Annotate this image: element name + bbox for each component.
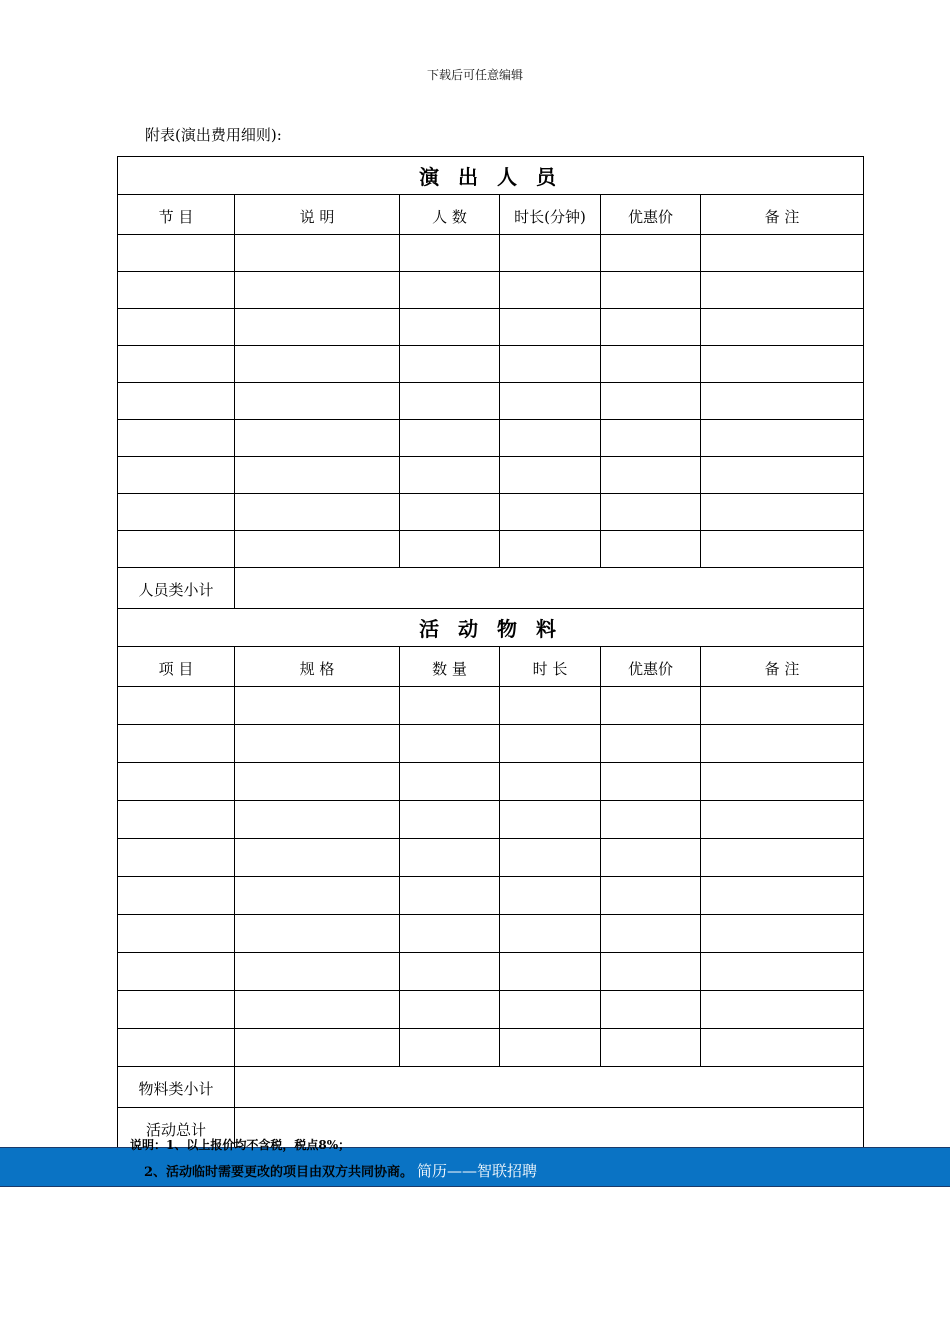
materials-column-header: 数 量 [400, 647, 500, 687]
materials-blank-cell[interactable] [500, 915, 601, 953]
performers-blank-cell[interactable] [235, 494, 400, 531]
performers-blank-cell[interactable] [235, 457, 400, 494]
materials-blank-cell[interactable] [118, 877, 235, 915]
materials-blank-cell[interactable] [601, 877, 701, 915]
performers-blank-cell[interactable] [118, 420, 235, 457]
performers-blank-cell[interactable] [500, 346, 601, 383]
materials-blank-cell[interactable] [118, 725, 235, 763]
materials-subtotal-label: 物料类小计 [118, 1067, 235, 1108]
materials-blank-cell[interactable] [601, 991, 701, 1029]
performers-blank-cell[interactable] [400, 272, 500, 309]
materials-blank-cell[interactable] [118, 839, 235, 877]
materials-blank-cell[interactable] [500, 801, 601, 839]
performers-column-header: 人 数 [400, 195, 500, 235]
performers-blank-cell[interactable] [118, 531, 235, 568]
performers-blank-cell[interactable] [400, 420, 500, 457]
brand-text: 简历——智联招聘 [417, 1162, 538, 1180]
performers-blank-cell[interactable] [701, 309, 864, 346]
materials-blank-cell[interactable] [601, 801, 701, 839]
performers-blank-cell[interactable] [400, 383, 500, 420]
performers-blank-cell[interactable] [235, 309, 400, 346]
materials-blank-cell[interactable] [235, 991, 400, 1029]
table-row [118, 272, 864, 309]
table-row [118, 953, 864, 991]
table-row [118, 877, 864, 915]
materials-blank-cell[interactable] [400, 763, 500, 801]
performers-blank-cell[interactable] [701, 420, 864, 457]
performers-blank-cell[interactable] [235, 346, 400, 383]
materials-blank-cell[interactable] [701, 953, 864, 991]
materials-blank-cell[interactable] [400, 687, 500, 725]
header-note: 下载后可任意编辑 [426, 68, 523, 82]
table-row [118, 687, 864, 725]
materials-blank-cell[interactable] [235, 839, 400, 877]
performers-blank-cell[interactable] [601, 272, 701, 309]
performers-blank-cell[interactable] [400, 494, 500, 531]
materials-blank-cell[interactable] [400, 877, 500, 915]
table-row [118, 309, 864, 346]
materials-blank-cell[interactable] [500, 687, 601, 725]
performers-blank-cell[interactable] [500, 272, 601, 309]
performers-blank-cell[interactable] [118, 309, 235, 346]
materials-blank-cell[interactable] [118, 915, 235, 953]
materials-blank-cell[interactable] [235, 915, 400, 953]
performers-blank-cell[interactable] [118, 272, 235, 309]
performers-blank-cell[interactable] [118, 235, 235, 272]
table-row [118, 494, 864, 531]
performers-column-header: 节 目 [118, 195, 235, 235]
performers-blank-cell[interactable] [701, 457, 864, 494]
table-row [118, 235, 864, 272]
performers-blank-cell[interactable] [118, 346, 235, 383]
materials-blank-cell[interactable] [400, 725, 500, 763]
performers-blank-cell[interactable] [500, 531, 601, 568]
performers-blank-cell[interactable] [118, 457, 235, 494]
materials-blank-cell[interactable] [500, 839, 601, 877]
performers-blank-cell[interactable] [400, 309, 500, 346]
performers-blank-cell[interactable] [500, 457, 601, 494]
materials-blank-cell[interactable] [701, 839, 864, 877]
materials-blank-cell[interactable] [601, 687, 701, 725]
performers-blank-cell[interactable] [601, 420, 701, 457]
materials-blank-cell[interactable] [601, 725, 701, 763]
materials-blank-cell[interactable] [701, 763, 864, 801]
materials-blank-cell[interactable] [235, 725, 400, 763]
note-line-1: 说明：1、以上报价均不含税，税点8%； [130, 1138, 351, 1152]
table-row [118, 420, 864, 457]
performers-subtotal-label: 人员类小计 [118, 568, 235, 609]
materials-blank-cell[interactable] [400, 1029, 500, 1067]
performers-blank-cell[interactable] [601, 457, 701, 494]
performers-blank-cell[interactable] [601, 383, 701, 420]
materials-blank-cell[interactable] [235, 687, 400, 725]
materials-blank-cell[interactable] [500, 991, 601, 1029]
table-caption: 附表(演出费用细则): [145, 126, 282, 144]
performers-column-header: 说 明 [235, 195, 400, 235]
table-row [118, 991, 864, 1029]
performers-blank-cell[interactable] [701, 531, 864, 568]
materials-blank-cell[interactable] [500, 763, 601, 801]
materials-blank-cell[interactable] [400, 991, 500, 1029]
performers-subtotal-value[interactable] [235, 568, 864, 609]
table-row [118, 801, 864, 839]
materials-blank-cell[interactable] [601, 953, 701, 991]
materials-column-header: 时 长 [500, 647, 601, 687]
performers-blank-cell[interactable] [400, 457, 500, 494]
materials-column-header: 备 注 [701, 647, 864, 687]
materials-blank-cell[interactable] [400, 915, 500, 953]
materials-blank-cell[interactable] [235, 953, 400, 991]
performers-blank-cell[interactable] [500, 494, 601, 531]
performers-blank-cell[interactable] [601, 494, 701, 531]
performers-blank-cell[interactable] [601, 235, 701, 272]
materials-blank-cell[interactable] [235, 763, 400, 801]
performers-blank-cell[interactable] [701, 346, 864, 383]
materials-subtotal-value[interactable] [235, 1067, 864, 1108]
performers-blank-cell[interactable] [118, 383, 235, 420]
materials-blank-cell[interactable] [601, 915, 701, 953]
performers-section-title: 演 出 人 员 [118, 157, 864, 195]
note-line-2-text: 2、活动临时需要更改的项目由双方共同协商。 [144, 1165, 414, 1180]
materials-blank-cell[interactable] [701, 801, 864, 839]
materials-blank-cell[interactable] [601, 763, 701, 801]
materials-section-title: 活 动 物 料 [118, 609, 864, 647]
performers-blank-cell[interactable] [500, 235, 601, 272]
performers-blank-cell[interactable] [235, 531, 400, 568]
performers-blank-cell[interactable] [235, 420, 400, 457]
materials-blank-cell[interactable] [400, 953, 500, 991]
fee-table-body [118, 157, 864, 1148]
materials-blank-cell[interactable] [500, 953, 601, 991]
materials-blank-cell[interactable] [701, 915, 864, 953]
materials-blank-cell[interactable] [701, 687, 864, 725]
materials-blank-cell[interactable] [601, 839, 701, 877]
materials-blank-cell[interactable] [118, 687, 235, 725]
materials-blank-cell[interactable] [235, 801, 400, 839]
materials-blank-cell[interactable] [400, 839, 500, 877]
table-row [118, 457, 864, 494]
performers-blank-cell[interactable] [400, 531, 500, 568]
performers-blank-cell[interactable] [701, 272, 864, 309]
performers-blank-cell[interactable] [118, 494, 235, 531]
table-row [118, 915, 864, 953]
table-row [118, 1029, 864, 1067]
materials-column-header: 优惠价 [601, 647, 701, 687]
performers-blank-cell[interactable] [601, 531, 701, 568]
event-total-label: 活动总计 [118, 1108, 235, 1148]
performers-blank-cell[interactable] [601, 346, 701, 383]
materials-blank-cell[interactable] [701, 991, 864, 1029]
performers-blank-cell[interactable] [500, 309, 601, 346]
performers-blank-cell[interactable] [235, 235, 400, 272]
table-row [118, 346, 864, 383]
performers-blank-cell[interactable] [701, 383, 864, 420]
materials-blank-cell[interactable] [500, 725, 601, 763]
performers-blank-cell[interactable] [400, 235, 500, 272]
performers-column-header: 备 注 [701, 195, 864, 235]
performers-blank-cell[interactable] [235, 272, 400, 309]
performers-blank-cell[interactable] [400, 346, 500, 383]
materials-blank-cell[interactable] [400, 801, 500, 839]
materials-blank-cell[interactable] [701, 877, 864, 915]
materials-column-header: 项 目 [118, 647, 235, 687]
materials-blank-cell[interactable] [118, 953, 235, 991]
table-row [118, 725, 864, 763]
performers-blank-cell[interactable] [235, 383, 400, 420]
performers-blank-cell[interactable] [701, 235, 864, 272]
performers-blank-cell[interactable] [500, 420, 601, 457]
performers-blank-cell[interactable] [500, 383, 601, 420]
table-row [118, 839, 864, 877]
performers-blank-cell[interactable] [601, 309, 701, 346]
performers-column-header: 时长(分钟) [500, 195, 601, 235]
footer-banner [0, 1147, 950, 1187]
performers-column-header: 优惠价 [601, 195, 701, 235]
note-line-2 [144, 1160, 537, 1181]
fee-table [117, 156, 864, 1148]
table-row [118, 763, 864, 801]
materials-blank-cell[interactable] [701, 1029, 864, 1067]
table-row [118, 383, 864, 420]
table-row [118, 531, 864, 568]
materials-blank-cell[interactable] [118, 1029, 235, 1067]
materials-column-header: 规 格 [235, 647, 400, 687]
materials-blank-cell[interactable] [701, 725, 864, 763]
materials-blank-cell[interactable] [118, 991, 235, 1029]
materials-blank-cell[interactable] [500, 1029, 601, 1067]
materials-blank-cell[interactable] [500, 877, 601, 915]
materials-blank-cell[interactable] [118, 763, 235, 801]
materials-blank-cell[interactable] [118, 801, 235, 839]
materials-blank-cell[interactable] [235, 877, 400, 915]
materials-blank-cell[interactable] [235, 1029, 400, 1067]
performers-blank-cell[interactable] [701, 494, 864, 531]
materials-blank-cell[interactable] [601, 1029, 701, 1067]
